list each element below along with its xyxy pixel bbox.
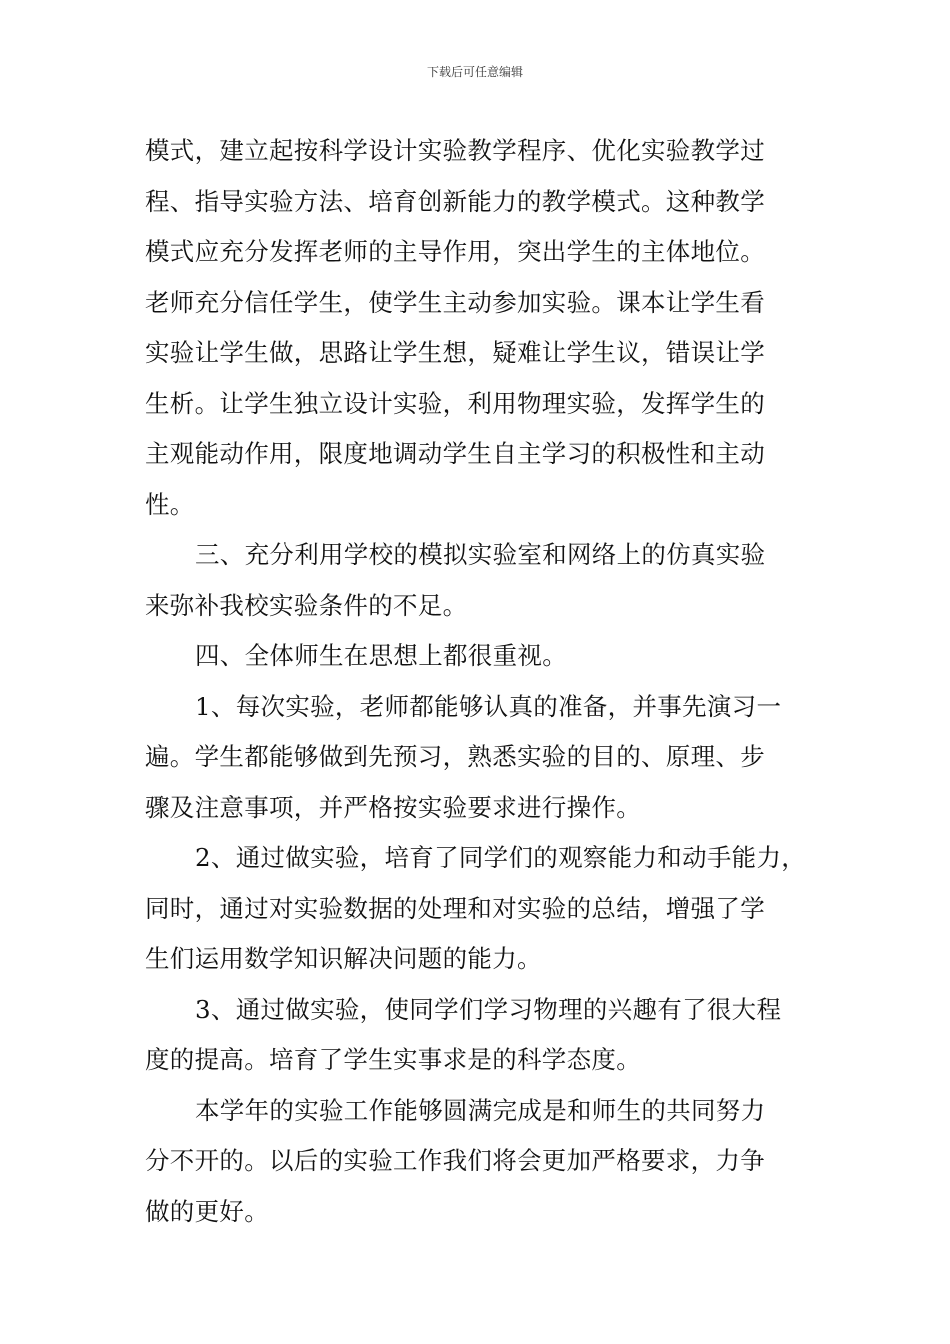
paragraph-start-line: 四、全体师生在思想上都很重视。 <box>195 641 567 670</box>
text-line: 实验让学生做，思路让学生想，疑难让学生议，错误让学 <box>145 338 765 367</box>
page-header: 下载后可任意编辑 <box>426 65 523 79</box>
text-line: 程、指导实验方法、培育创新能力的教学模式。这种教学 <box>145 186 765 216</box>
text-line: 分不开的。以后的实验工作我们将会更加严格要求，力争 <box>145 1146 765 1175</box>
text-line: 同时，通过对实验数据的处理和对实验的总结，增强了学 <box>145 893 765 923</box>
text-line: 模式应充分发挥老师的主导作用，突出学生的主体地位。 <box>145 237 765 266</box>
text-line: 遍。学生都能够做到先预习，熟悉实验的目的、原理、步 <box>145 742 765 771</box>
text-line: 骤及注意事项，并严格按实验要求进行操作。 <box>145 792 641 822</box>
paragraph-start-line: 3、通过做实验，使同学们学习物理的兴趣有了很大程 <box>195 994 782 1024</box>
document-body <box>145 126 809 1237</box>
paragraph-start-line: 本学年的实验工作能够圆满完成是和师生的共同努力 <box>195 1095 766 1125</box>
text-line: 主观能动作用，限度地调动学生自主学习的积极性和主动 <box>145 439 765 468</box>
text-line: 模式，建立起按科学设计实验教学程序、优化实验教学过 <box>145 136 765 165</box>
text-line: 老师充分信任学生，使学生主动参加实验。课本让学生看 <box>145 287 765 317</box>
paragraph-start-line: 1、每次实验，老师都能够认真的准备，并事先演习一 <box>195 691 782 721</box>
paragraph-start-line: 2、通过做实验，培育了同学们的观察能力和动手能力， <box>195 843 807 872</box>
text-line: 来弥补我校实验条件的不足。 <box>145 590 468 620</box>
text-line: 生析。让学生独立设计实验，利用物理实验，发挥学生的 <box>145 388 765 418</box>
text-line: 生们运用数学知识解决问题的能力。 <box>145 944 542 973</box>
paragraph-start-line: 三、充分利用学校的模拟实验室和网络上的仿真实验 <box>195 540 766 569</box>
text-line: 做的更好。 <box>145 1196 269 1226</box>
text-line: 性。 <box>145 489 195 519</box>
text-line: 度的提高。培育了学生实事求是的科学态度。 <box>145 1045 641 1074</box>
